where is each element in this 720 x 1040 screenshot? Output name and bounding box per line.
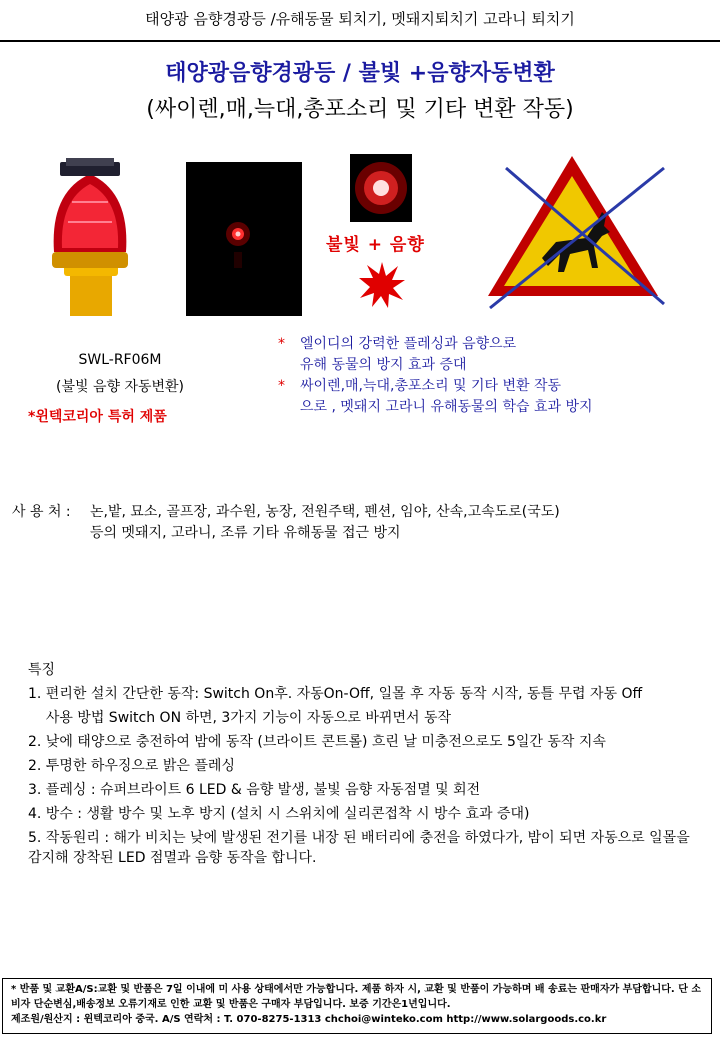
bullet-text: 싸이렌,매,늑대,총포소리 및 기타 변환 작동 으로 , 멧돼지 고라니 유해동물의 학습 효과 방지	[300, 378, 593, 415]
footer-contact: 제조원/원산지 : 윈텍코리아 중국. A/S 연락처 : T. 070-8275-1313 chchoi@winteko.com http://www.solargoods.co.kr	[11, 1014, 607, 1025]
bullet-item	[278, 334, 698, 376]
title-divider	[0, 40, 720, 42]
model-description: (불빛 음향 자동변환)	[55, 379, 185, 395]
patent-note: *윈텍코리아 특허 제품	[28, 409, 167, 425]
feature-bullets	[278, 334, 698, 418]
headline-main: 태양광음향경광등 / 불빛 +음향자동변환	[165, 61, 555, 86]
feature-item: 1. 편리한 설치 간단한 동작: Switch On후. 자동On-Off, 일몰 후 자동 동작 시작, 동틀 무렵 자동 Off	[28, 686, 643, 702]
usage-line-1: 논,밭, 묘소, 골프장, 과수원, 농장, 전원주택, 펜션, 임야, 산속,고속도로(국도)	[90, 504, 560, 520]
bullet-item	[278, 376, 698, 418]
headline-sub: (싸이렌,매,늑대,총포소리 및 기타 변환 작동)	[146, 97, 574, 122]
feature-item: 3. 플레싱 : 슈퍼브라이트 6 LED & 음향 발생, 불빛 음향 자동점멸 및 회전	[28, 782, 481, 798]
features-section	[28, 660, 700, 872]
bullet-star: *	[278, 336, 285, 352]
flash-sound-label: 불빛 + 음향	[326, 235, 425, 255]
feature-item: 4. 방수 : 생활 방수 및 노후 방지 (설치 시 스위치에 실리콘접착 시 방수 효과 증대)	[28, 806, 530, 822]
lamp-product-image	[12, 152, 167, 324]
features-heading: 특징	[28, 662, 56, 678]
night-light-image	[186, 162, 302, 316]
bullet-text: 엘이디의 강력한 플레싱과 음향으로 유해 동물의 방지 효과 증대	[300, 336, 517, 373]
model-number: SWL-RF06M	[78, 352, 162, 368]
usage-locations	[12, 502, 712, 544]
bullet-star: *	[278, 378, 285, 394]
feature-item: 사용 방법 Switch ON 하면, 3가지 기능이 자동으로 바뀌면서 동작	[28, 710, 452, 726]
burst-icon	[358, 260, 406, 310]
footer-return-policy: * 반품 및 교환A/S:교환 및 반품은 7일 이내에 미 사용 상태에서만 가능합니다. 제품 하자 시, 교환 및 반품이 가능하며 배 송료는 판매자가 부담합니다. 단 소비자 단순변심,배송정보 오류기재로 인한 교환 및 반품은 구매자 부담입니다. 보증 기간은1년입니다.	[11, 984, 702, 1010]
feature-item: 2. 낮에 태양으로 충전하여 밤에 동작 (브라이트 콘트롤) 흐린 날 미충전으로도 5일간 동작 지속	[28, 734, 606, 750]
animal-warning-sign-icon	[486, 150, 668, 310]
feature-item: 5. 작동원리 : 해가 비치는 낮에 발생된 전기를 내장 된 배터리에 충전을 하였다가, 밤이 되면 자동으로 일몰을 감지해 장착된 LED 점멸과 음향 동작을 합니다.	[28, 830, 690, 866]
feature-item: 2. 투명한 하우징으로 밝은 플레싱	[28, 758, 235, 774]
page-title: 태양광 음향경광등 /유해동물 퇴치기, 멧돼지퇴치기 고라니 퇴치기	[145, 10, 575, 28]
flash-image	[350, 154, 412, 222]
usage-label: 사 용 처 :	[12, 504, 76, 520]
usage-line-2: 등의 멧돼지, 고라니, 조류 기타 유해동물 접근 방지	[90, 525, 401, 541]
footer-box	[2, 978, 712, 1034]
